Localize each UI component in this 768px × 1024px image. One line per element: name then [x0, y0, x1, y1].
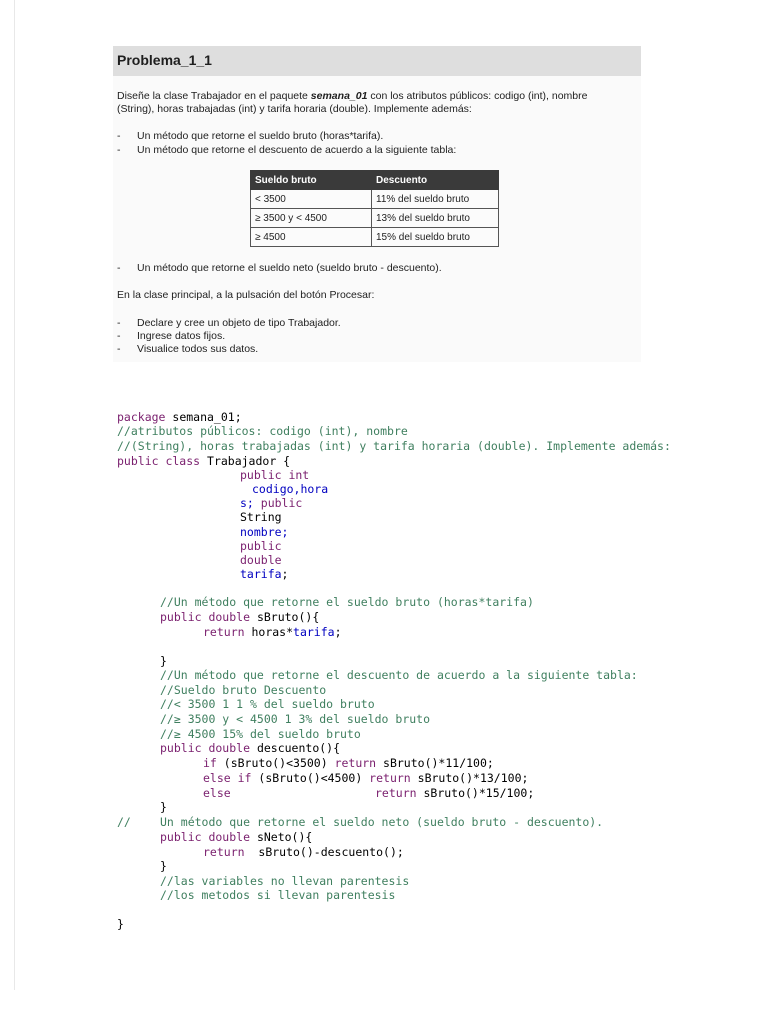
intro-text-3: (String), horas trabajadas (int) y tarifa horaria (double). Implemente además: [117, 103, 472, 115]
bullet-item: - Ingrese datos fijos. [117, 330, 226, 342]
intro-text-2: con los atributos públicos: codigo (int), nombre [367, 90, 588, 102]
code-comment: //atributos públicos: codigo (int), nombre [117, 424, 408, 438]
code-comment: //Sueldo bruto Descuento [160, 683, 327, 697]
code-line: return sBruto()*15/100; [375, 786, 535, 800]
code-line: codigo,hora [252, 482, 329, 496]
table-header-row [251, 171, 499, 190]
code-line: else if (sBruto()<4500) return sBruto()*13/100; [203, 771, 529, 785]
code-comment: //las variables no llevan parentesis [160, 874, 410, 888]
code-line: } [117, 917, 124, 931]
table-header: Descuento [372, 171, 499, 190]
bullet-item: - Declare y cree un objeto de tipo Trabajador. [117, 317, 341, 329]
code-line: } [160, 800, 167, 814]
code-line: } [160, 654, 167, 668]
principal-text: En la clase principal, a la pulsación del botón Procesar: [117, 289, 375, 301]
code-line: nombre; [240, 525, 289, 539]
code-comment: //≥ 4500 15% del sueldo bruto [160, 727, 361, 741]
code-line: public double sNeto(){ [160, 830, 313, 844]
code-comment: Un método que retorne el sueldo neto (sueldo bruto - descuento). [160, 815, 604, 829]
intro-package: semana_01 [310, 90, 368, 102]
bullet-item: - Visualice todos sus datos. [117, 343, 259, 355]
table-cell: 15% del sueldo bruto [372, 228, 499, 247]
code-line: s; public [240, 496, 303, 510]
code-line: return horas*tarifa; [203, 625, 342, 639]
bullet-item: - Un método que retorne el sueldo bruto (horas*tarifa). [117, 130, 384, 142]
code-line: public class Trabajador { [117, 454, 291, 468]
code-line: else [203, 786, 231, 800]
table-cell: ≥ 4500 [251, 228, 372, 247]
code-comment: // [117, 815, 131, 829]
table-cell: 11% del sueldo bruto [372, 190, 499, 209]
intro-text-1: Diseñe la clase Trabajador en el paquete [117, 90, 311, 102]
problem-sheet [113, 46, 641, 362]
code-line: public int [240, 468, 310, 482]
table-row [251, 209, 499, 228]
code-comment: //Un método que retorne el sueldo bruto (horas*tarifa) [160, 595, 534, 609]
code-line: public [240, 539, 282, 553]
problem-title: Problema_1_1 [117, 52, 212, 68]
table-row [251, 190, 499, 209]
code-line: return sBruto()-descuento(); [203, 845, 404, 859]
code-line: double [240, 553, 282, 567]
code-line: if (sBruto()<3500) return sBruto()*11/100; [203, 756, 494, 770]
code-line: package semana_01; [117, 410, 242, 424]
code-comment: //(String), horas trabajadas (int) y tarifa horaria (double). Implemente además: [117, 439, 671, 453]
code-comment: //Un método que retorne el descuento de acuerdo a la siguiente tabla: [160, 668, 638, 682]
table-cell: < 3500 [251, 190, 372, 209]
page-left-border [14, 0, 15, 990]
code-line: tarifa; [240, 567, 289, 581]
table-cell: 13% del sueldo bruto [372, 209, 499, 228]
code-comment: //< 3500 1 1 % del sueldo bruto [160, 697, 375, 711]
code-comment: //≥ 3500 y < 4500 1 3% del sueldo bruto [160, 712, 431, 726]
code-line: public double descuento(){ [160, 741, 341, 755]
code-line: String [240, 510, 282, 524]
bullet-item: - Un método que retorne el sueldo neto (sueldo bruto - descuento). [117, 262, 442, 274]
code-comment: //los metodos si llevan parentesis [160, 888, 396, 902]
table-cell: ≥ 3500 y < 4500 [251, 209, 372, 228]
table-row [251, 228, 499, 247]
bullet-item: - Un método que retorne el descuento de acuerdo a la siguiente tabla: [117, 144, 457, 156]
problem-intro [117, 90, 587, 116]
code-line: } [160, 859, 167, 873]
code-line: public double sBruto(){ [160, 610, 320, 624]
problem-title-bar [113, 46, 641, 76]
discount-table [250, 170, 499, 247]
table-header: Sueldo bruto [251, 171, 372, 190]
